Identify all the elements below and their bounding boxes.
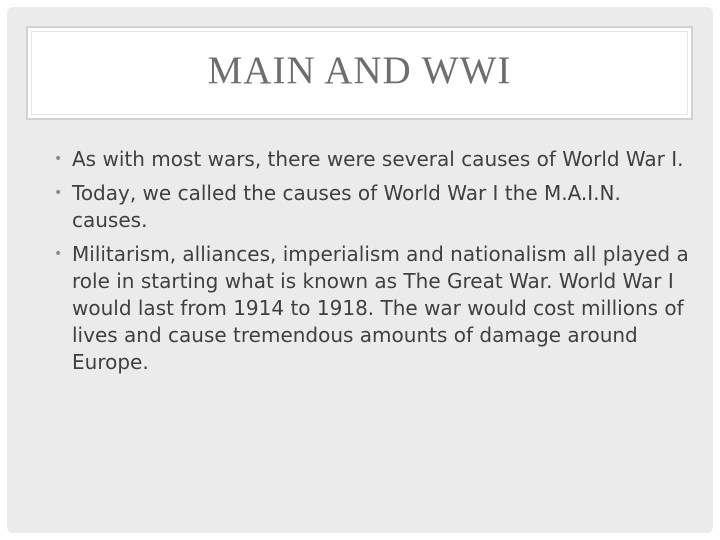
bullet-dot-icon: • (54, 151, 63, 167)
bullet-dot-icon: • (54, 185, 63, 201)
bullet-text: As with most wars, there were several causes of World War I. (72, 147, 684, 171)
title-box (26, 26, 693, 120)
bullet-item (54, 146, 694, 173)
slide (7, 7, 713, 533)
bullet-text: Militarism, alliances, imperialism and nationalism all played a role in starting what is known as The Great War. World War I would last from 1914 to 1918. The war would cost millions of lives and cause tremendous amounts of damage around Europe. (72, 242, 689, 374)
bullet-list (54, 146, 694, 383)
slide-title: MAIN AND WWI (207, 49, 512, 92)
bullet-item (54, 180, 694, 234)
bullet-item (54, 241, 694, 376)
bullet-text: Today, we called the causes of World War I the M.A.I.N. causes. (72, 181, 621, 232)
bullet-dot-icon: • (54, 246, 63, 262)
